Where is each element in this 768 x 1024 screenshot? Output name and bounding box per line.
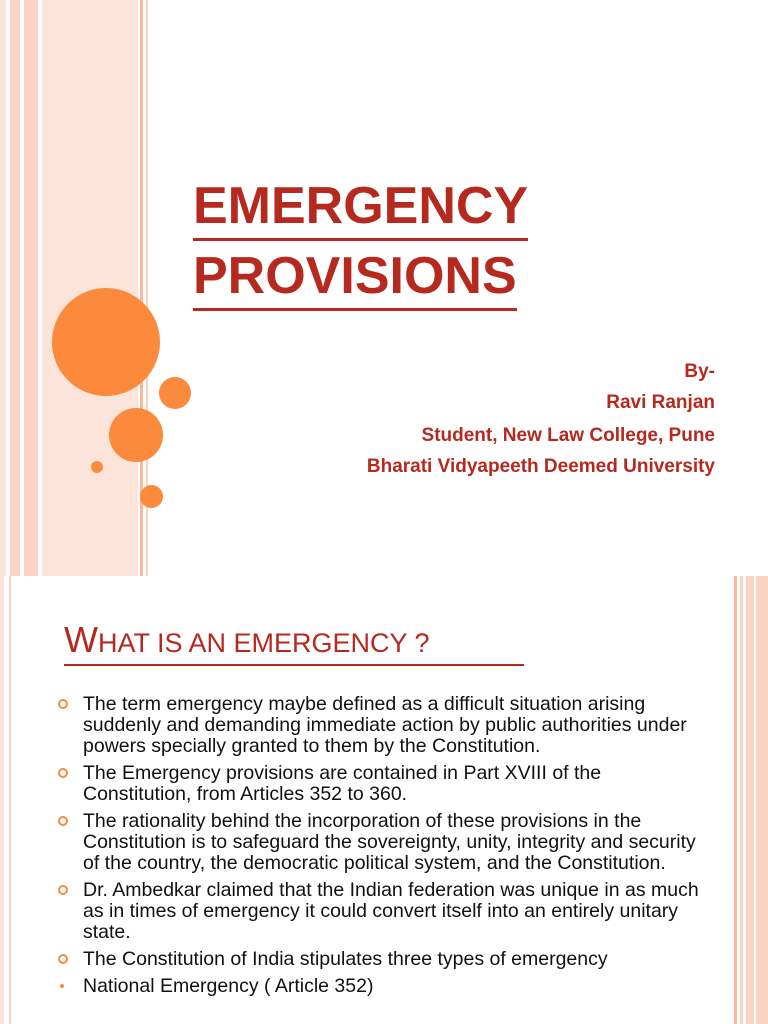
slide-title-line-1: EMERGENCY — [193, 176, 528, 241]
author-affiliation: Student, New Law College, Pune — [421, 425, 715, 446]
heading-initial: W — [64, 619, 98, 660]
slide-title-line-2: PROVISIONS — [193, 246, 517, 311]
bullet-circle-icon — [58, 885, 68, 895]
content-slide — [0, 576, 768, 1024]
bullet-circle-icon — [58, 699, 68, 709]
list-item-text: The Constitution of India stipulates three types of emergency — [83, 948, 608, 970]
decorative-stripe — [0, 576, 4, 1024]
decorative-stripe — [756, 576, 768, 1024]
list-item-text: The rationality behind the incorporation of these provisions in the Constitution is to safeguard the sovereignty, unity, integrity and security of the country, the democratic political system, and the Constitution. — [83, 810, 696, 874]
decorative-circle — [91, 461, 103, 473]
list-item-text: Dr. Ambedkar claimed that the Indian federation was unique in as much as in times of emergency it could convert itself into an entirely unitary state. — [83, 879, 699, 943]
decorative-stripe — [746, 576, 754, 1024]
sub-list-item-text: National Emergency ( Article 352) — [83, 975, 374, 997]
list-item-text: The term emergency maybe defined as a difficult situation arising suddenly and demanding immediate action by public authorities under powers specially granted to them by the Constitution. — [83, 693, 687, 757]
list-item-text: The Emergency provisions are contained in Part XVIII of the Constitution, from Articles 352 to 360. — [83, 762, 602, 805]
byline-by: By- — [684, 361, 715, 382]
decorative-stripe — [740, 576, 743, 1024]
decorative-circle — [159, 377, 191, 409]
list-item — [58, 694, 708, 757]
decorative-stripe — [42, 0, 138, 576]
list-item — [58, 949, 708, 970]
decorative-stripe — [9, 576, 11, 1024]
list-item — [58, 880, 708, 943]
decorative-stripe — [0, 0, 6, 576]
decorative-circle — [52, 288, 160, 396]
bullet-circle-icon — [58, 816, 68, 826]
list-item — [58, 763, 708, 805]
decorative-circle — [140, 485, 163, 508]
bullet-circle-icon — [58, 954, 68, 964]
list-item — [58, 811, 708, 874]
bullet-circle-icon — [58, 768, 68, 778]
bullet-list — [58, 694, 708, 1003]
author-name: Ravi Ranjan — [606, 392, 715, 413]
slide-heading — [64, 619, 524, 666]
decorative-circle — [109, 408, 163, 462]
author-university: Bharati Vidyapeeth Deemed University — [366, 456, 715, 477]
bullet-dot-icon — [60, 984, 64, 988]
decorative-stripe — [24, 0, 38, 576]
sub-list-item — [58, 976, 708, 997]
heading-rest: HAT IS AN EMERGENCY ? — [97, 628, 430, 658]
decorative-stripe — [734, 576, 737, 1024]
decorative-stripe — [10, 0, 20, 576]
